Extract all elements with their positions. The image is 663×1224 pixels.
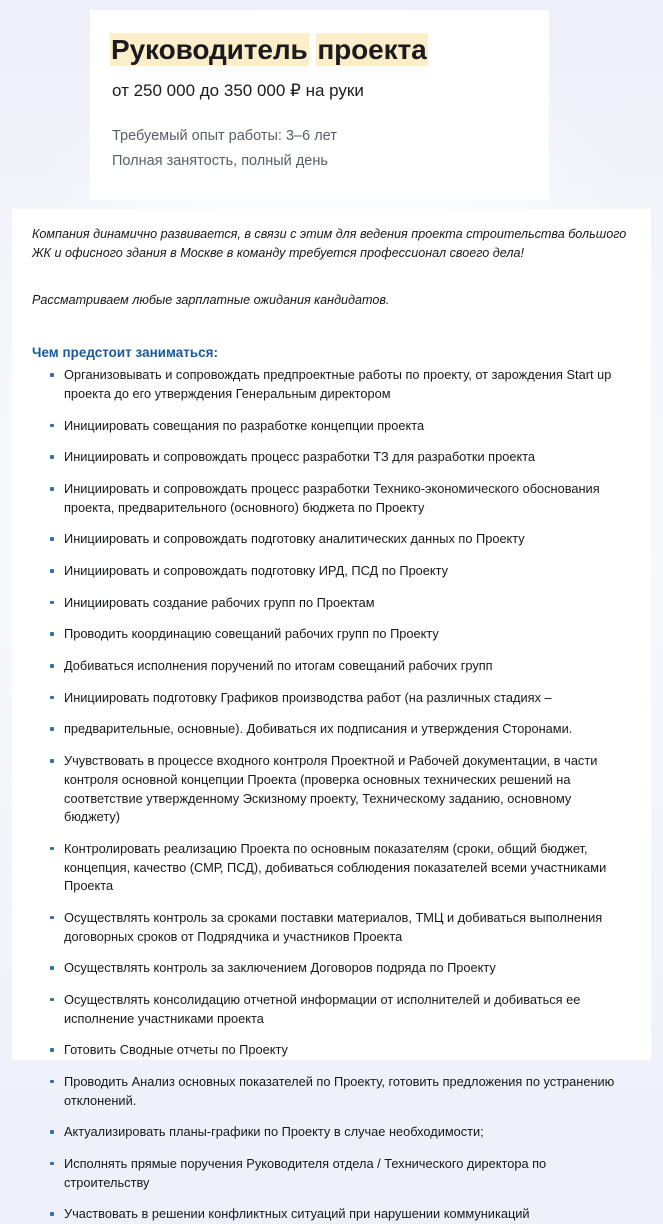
list-item xyxy=(32,1123,631,1142)
vacancy-description-card xyxy=(12,209,651,1222)
intro-paragraph-1: Компания динамично развивается, в связи с этим для ведения проекта строительства большого ЖК и офисного здания в Москве в команду требуется профессионал своего дела! xyxy=(32,227,627,261)
bullet-icon xyxy=(50,487,54,491)
list-item-text: Осуществлять контроль за заключением Договоров подряда по Проекту xyxy=(64,960,496,976)
list-item-text: Инициировать создание рабочих групп по Проектам xyxy=(64,594,375,610)
list-item xyxy=(32,1155,631,1192)
vacancy-meta xyxy=(112,124,527,174)
bullet-icon xyxy=(50,759,54,763)
list-item xyxy=(32,417,631,436)
salary-range: от 250 000 до 350 000 ₽ на руки xyxy=(112,81,364,101)
experience-text: Требуемый опыт работы: 3–6 лет xyxy=(112,128,337,145)
duties-list xyxy=(32,366,631,1224)
list-item-text: Готовить Сводные отчеты по Проекту xyxy=(64,1042,288,1058)
list-item-text: Осуществлять консолидацию отчетной информации от исполнителей и добиваться ее исполнение участниками проекта xyxy=(64,991,581,1026)
list-item xyxy=(32,752,631,827)
job-title-part-1: Руководитель xyxy=(111,34,308,65)
list-item-text: Осуществлять контроль за сроками поставки материалов, ТМЦ и добиваться выполнения договорных сроков от Подрядчика и участников Проекта xyxy=(64,909,603,944)
bullet-icon xyxy=(50,601,54,605)
list-item-text: предварительные, основные). Добиваться их подписания и утверждения Сторонами. xyxy=(64,721,573,737)
list-item-text: Инициировать и сопровождать подготовку аналитических данных по Проекту xyxy=(64,531,525,547)
list-item xyxy=(32,625,631,644)
list-item xyxy=(32,1073,631,1110)
bullet-icon xyxy=(50,727,54,731)
employment-text: Полная занятость, полный день xyxy=(112,153,328,170)
list-item-text: Проводить координацию совещаний рабочих групп по Проекту xyxy=(64,626,439,642)
list-item xyxy=(32,720,631,739)
experience-requirement xyxy=(112,124,527,149)
list-item xyxy=(32,366,631,403)
bullet-icon xyxy=(50,847,54,851)
list-item-text: Участвовать в решении конфликтных ситуаций при нарушении коммуникаций xyxy=(64,1206,530,1222)
bullet-icon xyxy=(50,1130,54,1134)
bullet-icon xyxy=(50,1162,54,1166)
list-item xyxy=(32,1041,631,1060)
bullet-icon xyxy=(50,569,54,573)
bullet-icon xyxy=(50,424,54,428)
list-item xyxy=(32,840,631,896)
bullet-icon xyxy=(50,455,54,459)
bullet-icon xyxy=(50,1048,54,1052)
bullet-icon xyxy=(50,1080,54,1084)
list-item-text: Инициировать и сопровождать процесс разработки Технико-экономического обоснования проекта, предварительного (основного) бюджета по Проекту xyxy=(64,481,600,515)
bullet-icon xyxy=(50,966,54,970)
list-item-text: Добиваться исполнения поручений по итогам совещаний рабочих групп xyxy=(64,658,493,674)
job-title-part-2: проекта xyxy=(317,34,427,65)
list-item xyxy=(32,991,631,1028)
list-item-text: Исполнять прямые поручения Руководителя отдела / Технического директора по строительству xyxy=(64,1155,547,1190)
list-item-text: Организовывать и сопровождать предпроектные работы по проекту, от зарождения Start up проекта до его утверждения Генеральным директором xyxy=(64,367,612,402)
bullet-icon xyxy=(50,1212,54,1216)
bullet-icon xyxy=(50,998,54,1002)
section-heading-duties: Чем предстоит заниматься: xyxy=(32,345,219,361)
bullet-icon xyxy=(50,916,54,920)
list-item xyxy=(32,689,631,708)
bullet-icon xyxy=(50,537,54,541)
bullet-icon xyxy=(50,696,54,700)
list-item-text: Инициировать и сопровождать процесс разработки ТЗ для разработки проекта xyxy=(64,449,536,465)
employment-type xyxy=(112,149,527,174)
list-item xyxy=(32,959,631,978)
list-item-text: Учувствовать в процессе входного контроля Проектной и Рабочей документации, в части контроля основной концепции Проекта (проверка основных технических решений на соответствие утвержденному Эскизному проекту, Техническому заданию, основному бюджету) xyxy=(64,753,598,825)
list-item-text: Контролировать реализацию Проекта по основным показателям (сроки, общий бюджет, концепция, качество (СМР, ПСД), добиваться соблюдения показателей всеми участниками Проекта xyxy=(64,840,607,894)
list-item xyxy=(32,530,631,549)
bullet-icon xyxy=(50,664,54,668)
list-item xyxy=(32,909,631,946)
list-item xyxy=(32,448,631,467)
intro-paragraph-2: Рассматриваем любые зарплатные ожидания кандидатов. xyxy=(32,293,390,308)
list-item xyxy=(32,1205,631,1224)
page-title xyxy=(110,32,527,67)
list-item-text: Инициировать совещания по разработке концепции проекта xyxy=(64,417,425,433)
list-item xyxy=(32,594,631,613)
list-item-text: Проводить Анализ основных показателей по Проекту, готовить предложения по устранению отклонений. xyxy=(64,1073,615,1108)
list-item-text: Инициировать и сопровождать подготовку ИРД, ПСД по Проекту xyxy=(64,563,449,579)
list-item xyxy=(32,657,631,676)
list-item-text: Инициировать подготовку Графиков производства работ (на различных стадиях – xyxy=(64,689,552,705)
list-item-text: Актуализировать планы-графики по Проекту в случае необходимости; xyxy=(64,1124,484,1140)
list-item xyxy=(32,480,631,517)
vacancy-header-card xyxy=(90,10,549,200)
bullet-icon xyxy=(50,373,54,377)
bullet-icon xyxy=(50,632,54,636)
list-item xyxy=(32,562,631,581)
